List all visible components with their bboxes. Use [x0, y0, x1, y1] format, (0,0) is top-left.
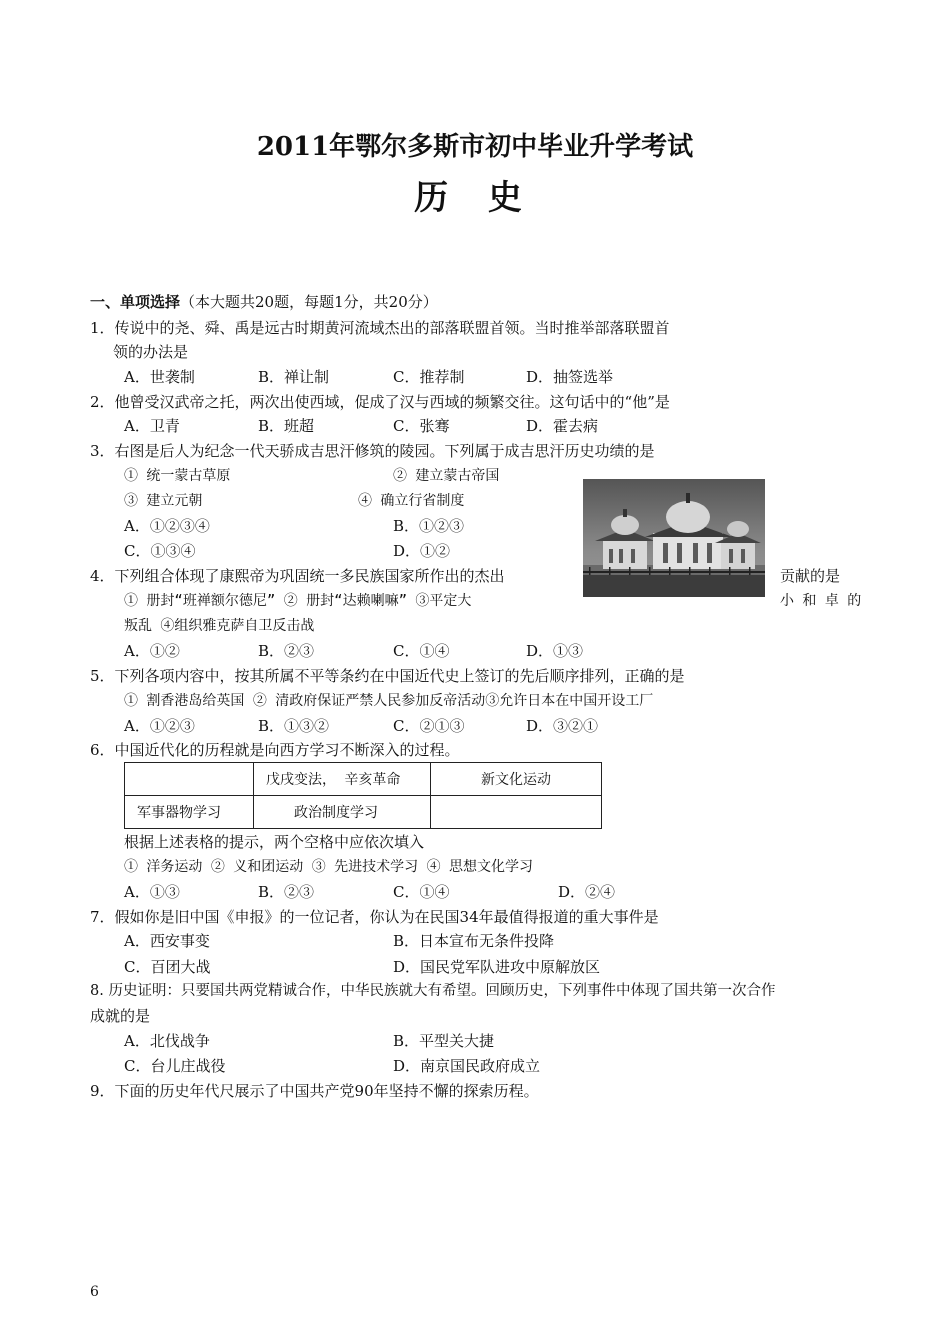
q3-option-d: D．①②: [393, 542, 451, 560]
section-heading-note: （本大题共20题，每题1分，共20分）: [180, 293, 438, 311]
q6-stem: 6．中国近代化的历程就是向西方学习不断深入的过程。: [90, 741, 460, 759]
q6-option-d: D．②④: [558, 883, 616, 901]
q8-option-a: A．北伐战争: [124, 1032, 210, 1050]
q4-items-cont: 叛乱 ④组织雅克萨自卫反击战: [124, 618, 315, 634]
q3-item-3: ③ 建立元朝: [124, 493, 203, 509]
q1-option-d: D．抽签选举: [526, 368, 614, 386]
q2-option-d: D．霍去病: [526, 417, 599, 435]
q5-stem: 5．下列各项内容中，按其所属不平等条约在中国近代史上签订的先后顺序排列，正确的是: [90, 667, 685, 685]
q2-option-b: B．班超: [258, 417, 315, 435]
q7-option-b: B．日本宣布无条件投降: [393, 932, 555, 950]
q5-option-a: A．①②③: [124, 717, 195, 735]
table-cell: 政治制度学习: [254, 796, 431, 829]
genghis-khan-mausoleum-photo: [583, 479, 765, 597]
q1-stem-cont: 领的办法是: [113, 343, 189, 361]
table-row: [125, 763, 602, 796]
q2-option-a: A．卫青: [124, 417, 180, 435]
section-heading-label: 一、单项选择: [90, 293, 181, 311]
q4-option-b: B．②③: [258, 642, 315, 660]
q8-option-c: C．台儿庄战役: [124, 1057, 226, 1075]
q4-stem: 4．下列组合体现了康熙帝为巩固统一多民族国家所作出的杰出: [90, 567, 505, 585]
q8-option-b: B．平型关大捷: [393, 1032, 495, 1050]
q2-stem: 2．他曾受汉武帝之托，两次出使西域，促成了汉与西域的频繁交往。这句话中的“他”是: [90, 393, 670, 411]
table-cell: [431, 796, 602, 829]
q4-option-a: A．①②: [124, 642, 180, 660]
q6-option-a: A．①③: [124, 883, 180, 901]
q3-option-a: A．①②③④: [124, 517, 210, 535]
q7-option-c: C．百团大战: [124, 958, 211, 976]
q8-stem: 8. 历史证明：只要国共两党精诚合作，中华民族就大有希望。回顾历史，下列事件中体现了国共第一次合作: [90, 983, 776, 999]
q3-stem: 3．右图是后人为纪念一代天骄成吉思汗修筑的陵园。下列属于成吉思汗历史功绩的是: [90, 442, 655, 460]
q6-items: ① 洋务运动 ② 义和团运动 ③ 先进技术学习 ④ 思想文化学习: [124, 859, 533, 875]
q3-option-b: B．①②③: [393, 517, 465, 535]
q6-option-b: B．②③: [258, 883, 315, 901]
q3-item-2: ② 建立蒙古帝国: [393, 468, 500, 484]
q4-option-c: C．①④: [393, 642, 450, 660]
q6-option-c: C．①④: [393, 883, 450, 901]
table-cell: [125, 763, 254, 796]
q4-items: ① 册封“班禅额尔德尼” ② 册封“达赖喇嘛” ③平定大: [124, 593, 472, 609]
exam-title: 2011年鄂尔多斯市初中毕业升学考试: [256, 132, 694, 162]
section-heading: [90, 292, 438, 312]
q3-item-4: ④ 确立行省制度: [358, 493, 465, 509]
table-cell: 军事器物学习: [125, 796, 254, 829]
q8-stem-cont: 成就的是: [90, 1007, 151, 1025]
q8-option-d: D．南京国民政府成立: [393, 1057, 541, 1075]
q7-option-a: A．西安事变: [124, 932, 210, 950]
q3-option-c: C．①③④: [124, 542, 196, 560]
q5-option-c: C．②①③: [393, 717, 465, 735]
q6-instruction: 根据上述表格的提示，两个空格中应依次填入: [124, 833, 425, 851]
q5-option-b: B．①③②: [258, 717, 330, 735]
q5-option-d: D．③②①: [526, 717, 599, 735]
q9-stem: 9．下面的历史年代尺展示了中国共产党90年坚持不懈的探索历程。: [90, 1082, 539, 1100]
table-cell: 戊戌变法， 辛亥革命: [254, 763, 431, 796]
q4-option-d: D．①③: [526, 642, 584, 660]
q1-option-c: C．推荐制: [393, 368, 465, 386]
q4-items-end: 小 和 卓 的: [780, 593, 862, 609]
q3-item-1: ① 统一蒙古草原: [124, 468, 231, 484]
page-number: 6: [90, 1284, 99, 1300]
q1-option-a: A．世袭制: [124, 368, 195, 386]
q2-option-c: C．张骞: [393, 417, 450, 435]
q4-stem-end: 贡献的是: [780, 567, 841, 585]
subject-title: 历 史: [414, 178, 536, 218]
q5-items: ① 割香港岛给英国 ② 清政府保证严禁人民参加反帝活动③允许日本在中国开设工厂: [124, 693, 654, 709]
q7-stem: 7．假如你是旧中国《申报》的一位记者，你认为在民国34年最值得报道的重大事件是: [90, 908, 659, 926]
q7-option-d: D．国民党军队进攻中原解放区: [393, 958, 601, 976]
table-row: [125, 796, 602, 829]
q6-table: [124, 762, 602, 829]
q1-option-b: B．禅让制: [258, 368, 330, 386]
q1-stem: 1．传说中的尧、舜、禹是远古时期黄河流域杰出的部落联盟首领。当时推举部落联盟首: [90, 319, 670, 337]
table-cell: 新文化运动: [431, 763, 602, 796]
